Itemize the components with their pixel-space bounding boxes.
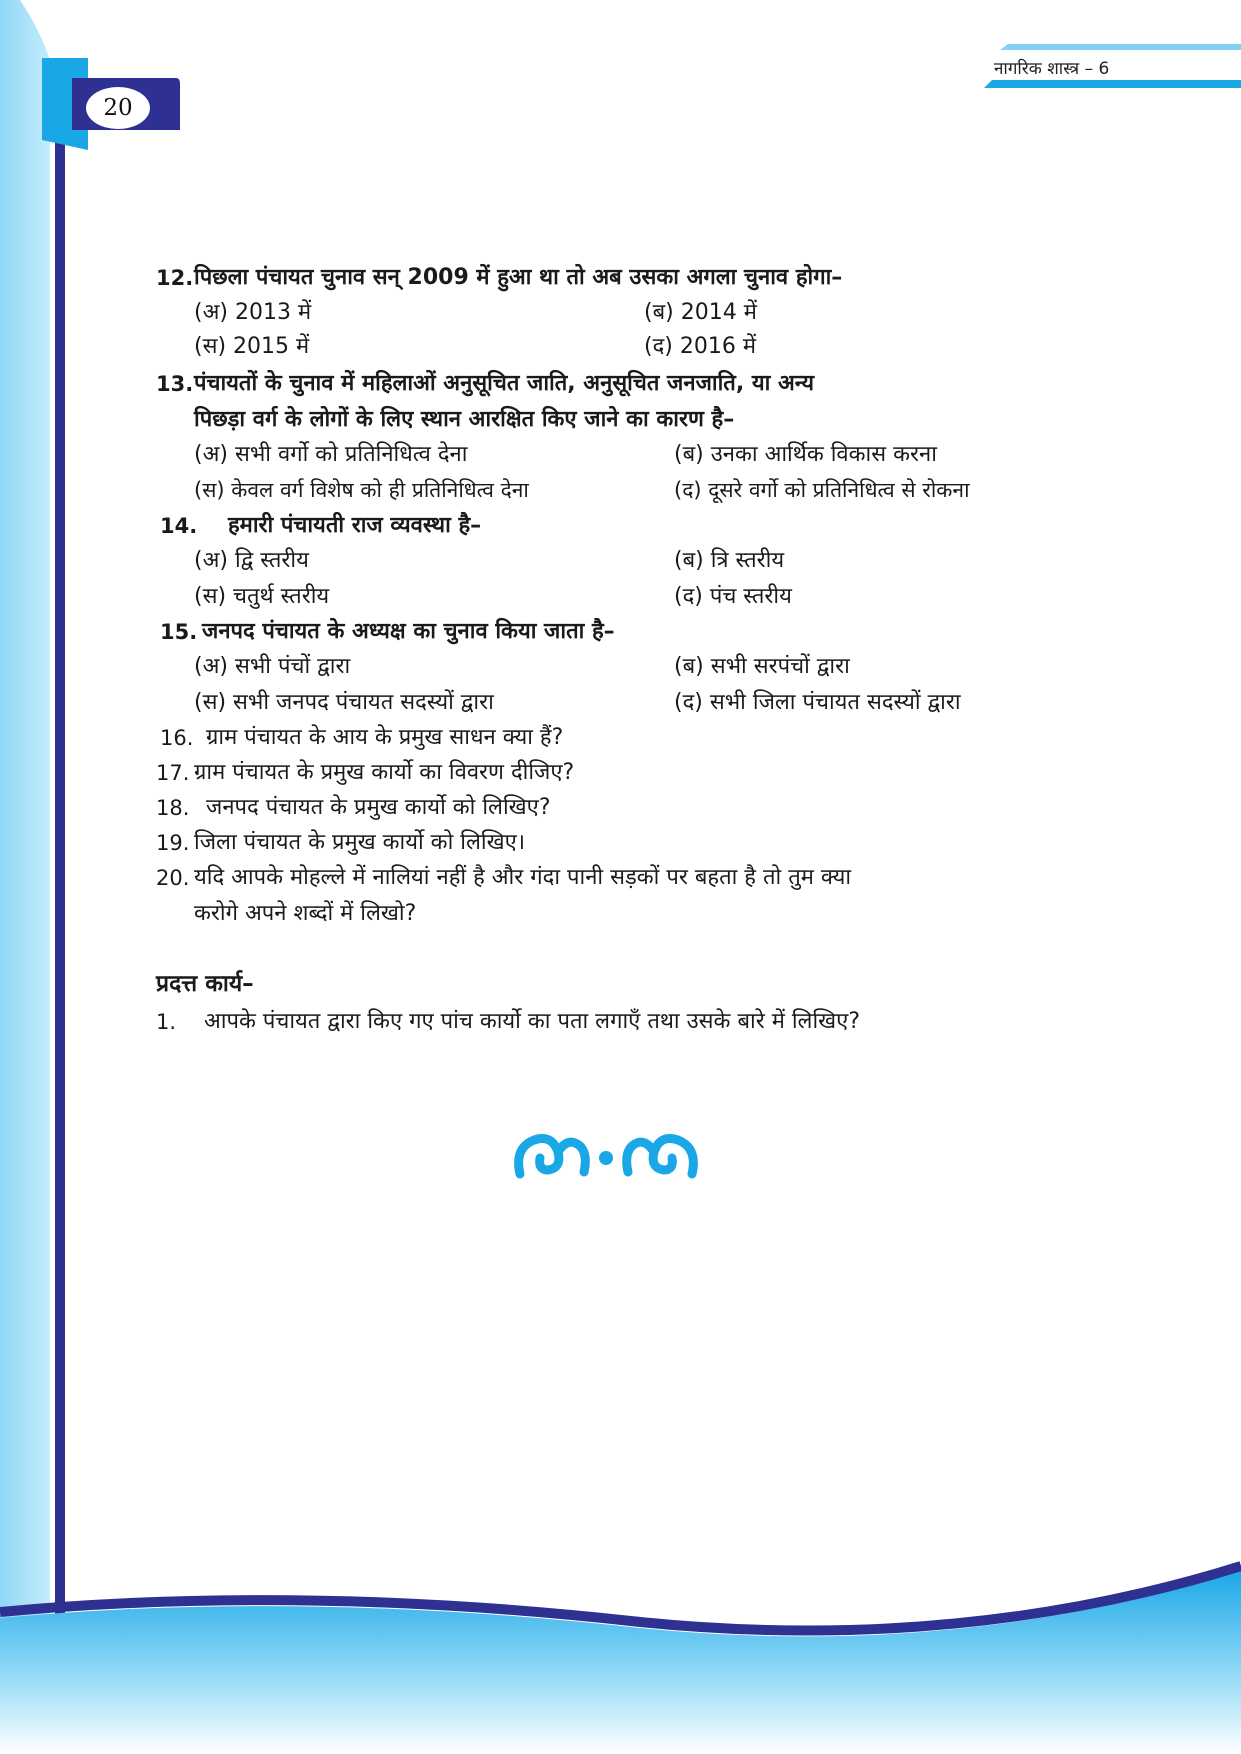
assignment-item-number: 1. (156, 1010, 177, 1034)
question-number: 18. (156, 796, 190, 820)
option-b: (ब) 2014 में (644, 300, 757, 325)
question-number: 14. (160, 514, 198, 538)
option-c: (स) सभी जनपद पंचायत सदस्यों द्वारा (194, 690, 494, 715)
question-number: 15. (160, 620, 198, 644)
question-text: ग्राम पंचायत के प्रमुख कार्यो का विवरण दीजिए? (194, 760, 575, 785)
option-a: (अ) सभी पंचों द्वारा (194, 654, 351, 679)
question-text-line-1: पंचायतों के चुनाव में महिलाओं अनुसूचित जाति, अनुसूचित जनजाति, या अन्य (194, 371, 815, 396)
option-c: (स) 2015 में (194, 334, 310, 359)
option-c: (स) केवल वर्ग विशेष को ही प्रतिनिधित्व देना (194, 478, 529, 502)
question-text-line-2: पिछड़ा वर्ग के लोगों के लिए स्थान आरक्षित किए जाने का कारण है– (194, 407, 735, 432)
question-text-line-1: यदि आपके मोहल्ले में नालियां नहीं है और गंदा पानी सड़कों पर बहता है तो तुम क्या (194, 865, 852, 890)
book-title-header: नागरिक शास्त्र – 6 (994, 59, 1110, 79)
question-number: 17. (156, 761, 190, 785)
option-a: (अ) 2013 में (194, 300, 312, 325)
option-d: (द) पंच स्तरीय (674, 584, 792, 609)
option-a: (अ) सभी वर्गो को प्रतिनिधित्व देना (194, 442, 468, 467)
option-d: (द) दूसरे वर्गो को प्रतिनिधित्व से रोकना (674, 478, 970, 502)
assignment-item-text: आपके पंचायत द्वारा किए गए पांच कार्यो का पता लगाएँ तथा उसके बारे में लिखिए? (204, 1009, 860, 1034)
left-bar (55, 58, 65, 1658)
page-number: 20 (103, 95, 133, 121)
question-text: जनपद पंचायत के अध्यक्ष का चुनाव किया जाता है– (202, 619, 615, 644)
question-text-line-2: करोगे अपने शब्दों में लिखो? (194, 901, 417, 926)
question-number: 16. (160, 726, 194, 750)
option-d: (द) 2016 में (644, 334, 756, 359)
option-c: (स) चतुर्थ स्तरीय (194, 584, 330, 609)
question-text: हमारी पंचायती राज व्यवस्था है– (228, 513, 482, 538)
question-text: जनपद पंचायत के प्रमुख कार्यो को लिखिए? (206, 795, 551, 820)
option-b: (ब) उनका आर्थिक विकास करना (674, 442, 937, 467)
question-number: 13. (156, 372, 194, 396)
option-a: (अ) द्वि स्तरीय (194, 548, 309, 573)
left-band (0, 0, 50, 1754)
question-text: पिछला पंचायत चुनाव सन् 2009 में हुआ था तो अब उसका अगला चुनाव होगा– (194, 265, 843, 290)
option-b: (ब) त्रि स्तरीय (674, 548, 785, 573)
question-number: 19. (156, 831, 190, 855)
header-bar-top (1000, 44, 1241, 50)
section-end-ornament (508, 1124, 704, 1186)
option-b: (ब) सभी सरपंचों द्वारा (674, 654, 850, 679)
option-d: (द) सभी जिला पंचायत सदस्यों द्वारा (674, 690, 961, 715)
assignment-title: प्रदत्त कार्य– (156, 971, 254, 997)
question-text: जिला पंचायत के प्रमुख कार्यो को लिखिए। (194, 830, 526, 855)
question-number: 12. (156, 266, 194, 290)
question-text: ग्राम पंचायत के आय के प्रमुख साधन क्या हैं? (206, 725, 564, 750)
question-number: 20. (156, 866, 190, 890)
